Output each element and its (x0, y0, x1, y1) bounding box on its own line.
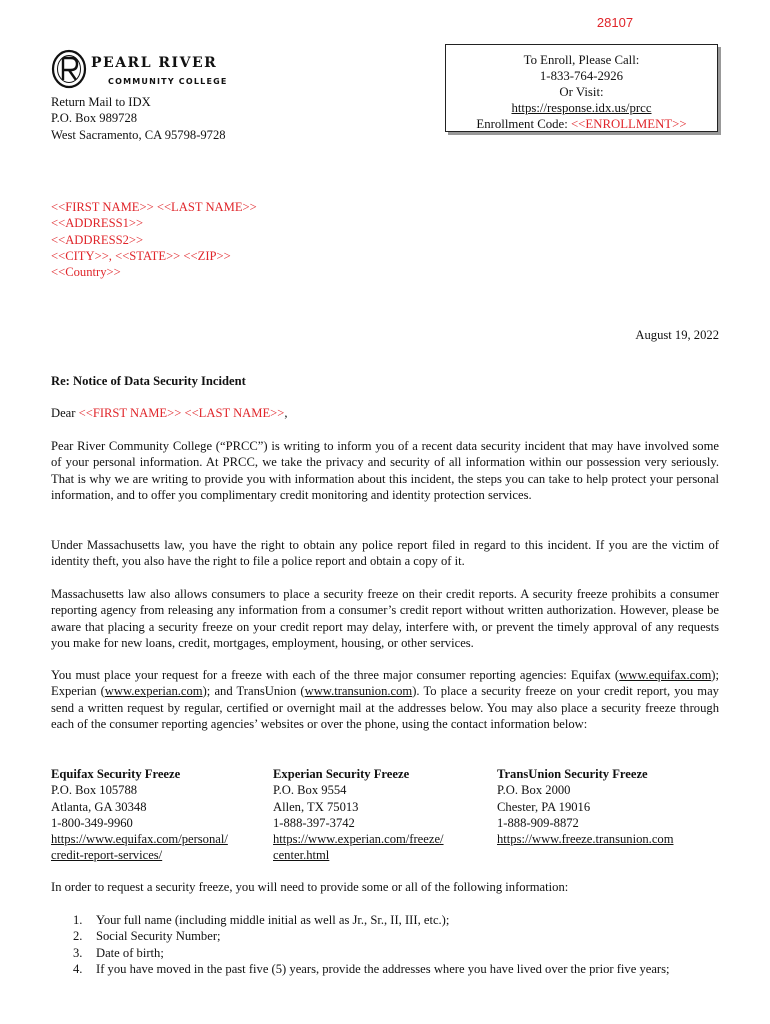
enroll-call-label: To Enroll, Please Call: (523, 53, 640, 67)
return-address-line2: P.O. Box 989728 (51, 111, 138, 126)
bureau-phone: 1-800-349-9960 (51, 815, 133, 830)
enrollment-box (445, 44, 718, 132)
enroll-code-line (446, 116, 717, 132)
enroll-code-label: Enrollment Code: (476, 117, 571, 131)
list-item-text: If you have moved in the past five (5) years, provide the addresses where you have lived over the prior five years; (96, 961, 670, 976)
list-item-number: 1. (73, 913, 83, 927)
college-logo (51, 47, 231, 95)
freeze-text-2: ); Experian ( (51, 668, 719, 699)
bureau-phone: 1-888-397-3742 (273, 815, 355, 830)
return-address-line3: West Sacramento, CA 95798-9728 (51, 127, 226, 142)
paragraph-intro: Pear River Community College (“PRCC”) is writing to inform you of a recent data security incident that may have involved some of your personal information. At PRCC, we take the privacy and security of all information within our possession very seriously. That is why we are writing to provide you with information about this incident, the steps you can take to help protect your personal information, and to offer you complimentary credit monitoring and identity protection services. (51, 439, 719, 502)
freeze-text-1: You must place your request for a freeze with each of the three major consumer reporting agencies: Equifax ( (51, 668, 620, 682)
bureau-experian (273, 766, 493, 864)
bureau-equifax (51, 766, 271, 864)
paragraph-freeze-request (51, 667, 719, 732)
list-item (51, 912, 719, 928)
bureau-url-link[interactable]: https://www.equifax.com/personal/ (51, 832, 228, 847)
bureau-po-box: P.O. Box 9554 (273, 783, 347, 798)
list-intro: In order to request a security freeze, you will need to provide some or all of the following information: (51, 880, 569, 894)
recipient-country: <<Country>> (51, 265, 121, 280)
list-item (51, 945, 719, 961)
letter-date: August 19, 2022 (635, 328, 719, 342)
required-info-list (51, 912, 719, 977)
equifax-link[interactable]: www.equifax.com (619, 668, 712, 682)
bureau-heading: Equifax Security Freeze (51, 767, 181, 781)
recipient-address2: <<ADDRESS2>> (51, 232, 144, 247)
subject-line: Re: Notice of Data Security Incident (51, 374, 246, 388)
bureau-po-box: P.O. Box 105788 (51, 783, 138, 798)
salutation (51, 405, 288, 421)
bureau-city: Chester, PA 19016 (497, 799, 591, 814)
bureau-heading: Experian Security Freeze (273, 767, 410, 781)
bureau-city: Allen, TX 75013 (273, 799, 359, 814)
return-address (51, 94, 311, 143)
salutation-name: <<FIRST NAME>> <<LAST NAME>> (78, 406, 285, 420)
freeze-text-3: ); and TransUnion ( (202, 684, 305, 699)
enroll-visit-label: Or Visit: (559, 85, 604, 99)
logo-name-line2: COMMUNITY COLLEGE (108, 77, 228, 86)
bureau-url-link-cont[interactable]: credit-report-services/ (51, 848, 163, 863)
paragraph-security-freeze: Massachusetts law also allows consumers to place a security freeze on their credit reports. A security freeze prohibits a consumer reporting agency from releasing any information from a consumer’s credit report without written authorization. However, please be aware that placing a security freeze on your credit report may delay, interfere with, or prevent the timely approval of any requests you make for new loans, credit, mortgages, employment, housing, or other services. (51, 587, 719, 650)
enroll-code-value: <<ENROLLMENT>> (570, 117, 687, 131)
salutation-suffix: , (284, 406, 288, 420)
document-number: 28107 (596, 15, 634, 30)
pr-monogram-seal-icon (51, 49, 87, 89)
salutation-prefix: Dear (51, 406, 79, 420)
bureau-url-link[interactable]: https://www.freeze.transunion.com (497, 832, 674, 847)
recipient-name: <<FIRST NAME>> <<LAST NAME>> (51, 200, 257, 214)
freeze-text-4: ). To place a security freeze on your credit report, you may send a written request by regular, certified or overnight mail at the addresses below. You may also place a security freeze through each of the consumer reporting agencies’ websites or over the phone, using the contact information below: (51, 684, 719, 731)
enroll-phone: 1-833-764-2926 (539, 69, 624, 83)
logo-name-line1: PEARL RIVER (91, 55, 218, 71)
recipient-city-line: <<CITY>>, <<STATE>> <<ZIP>> (51, 248, 231, 263)
recipient-address (51, 199, 351, 280)
return-address-line1: Return Mail to IDX (51, 95, 151, 109)
transunion-link[interactable]: www.transunion.com (304, 684, 413, 699)
bureau-po-box: P.O. Box 2000 (497, 783, 571, 798)
list-item-number: 3. (73, 945, 83, 960)
bureau-url-link[interactable]: https://www.experian.com/freeze/ (273, 832, 444, 847)
list-item-number: 4. (73, 961, 83, 976)
list-item (51, 961, 719, 977)
list-item-number: 2. (73, 929, 83, 944)
list-item-text: Your full name (including middle initial as well as Jr., Sr., II, III, etc.); (96, 913, 450, 927)
enroll-url-link[interactable]: https://response.idx.us/prcc (511, 101, 652, 115)
bureau-phone: 1-888-909-8872 (497, 815, 579, 830)
bureau-city: Atlanta, GA 30348 (51, 799, 147, 814)
list-item-text: Date of birth; (96, 945, 164, 960)
bureau-url-link-cont[interactable]: center.html (273, 848, 330, 863)
bureau-heading: TransUnion Security Freeze (497, 767, 648, 781)
recipient-address1: <<ADDRESS1>> (51, 216, 144, 231)
list-item (51, 928, 719, 944)
paragraph-police-report: Under Massachusetts law, you have the right to obtain any police report filed in regard to this incident. If you are the victim of identity theft, you also have the right to file a police report and obtain a copy of it. (51, 538, 719, 569)
list-item-text: Social Security Number; (96, 929, 221, 944)
bureau-transunion (497, 766, 717, 847)
experian-link[interactable]: www.experian.com (104, 684, 203, 699)
